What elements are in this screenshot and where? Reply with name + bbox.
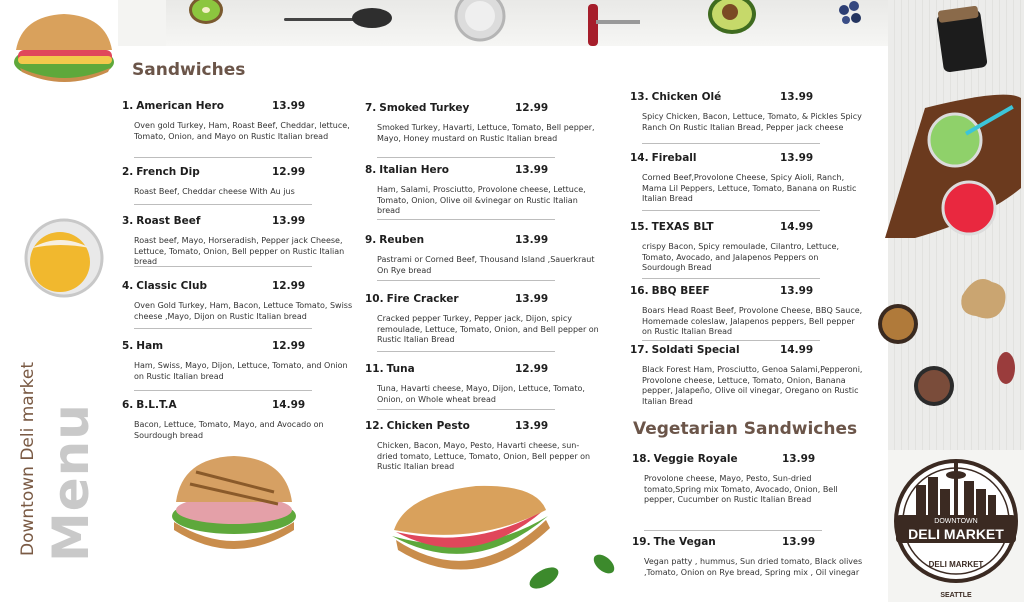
menu-item-description: Spicy Chicken, Bacon, Lettuce, Tomato, & Pickles Spicy Ranch On Rustic Italian Bread, Pepper jack cheese: [642, 112, 862, 132]
menu-item-description: Roast beef, Mayo, Horseradish, Pepper jack Cheese, Lettuce, Tomato, Onion, Bell pepper on Rustic Italian bread: [134, 236, 345, 266]
menu-item-number: 8.: [365, 164, 377, 176]
menu-item: [630, 152, 862, 205]
menu-item-name: Fireball: [651, 152, 697, 164]
menu-item-description: Cracked pepper Turkey, Pepper jack, Dijon, spicy remoulade, Lettuce, Tomato, Onion, and Bell pepper on Rustic Italian Bread: [377, 314, 599, 344]
menu-item-heading: [630, 221, 862, 233]
menu-item: [122, 399, 354, 441]
round-sandwich-image: [166, 452, 302, 556]
spoon-image: [282, 4, 394, 30]
item-separator: [377, 409, 555, 410]
menu-item-number: 6.: [122, 399, 134, 411]
logo-main-text: DELI MARKET: [908, 526, 1004, 542]
menu-item: [122, 340, 354, 382]
menu-item-number: 18.: [632, 453, 651, 465]
menu-item-price: 12.99: [515, 102, 549, 114]
menu-item-name: B.L.T.A: [136, 399, 177, 411]
menu-item-description: Ham, Swiss, Mayo, Dijon, Lettuce, Tomato, and Onion on Rustic Italian bread: [134, 361, 348, 381]
menu-item-name: Veggie Royale: [653, 453, 738, 465]
menu-item-price: 13.99: [515, 164, 549, 176]
logo-ring-text: DELI MARKET: [928, 560, 984, 569]
menu-item-number: 7.: [365, 102, 377, 114]
menu-item-heading: [122, 166, 354, 178]
basil-leaves-image: [514, 548, 624, 598]
menu-item-heading: [122, 399, 354, 411]
corkscrew-image: [584, 0, 644, 48]
menu-item-number: 14.: [630, 152, 649, 164]
item-separator: [377, 351, 555, 352]
menu-item-name: French Dip: [136, 166, 200, 178]
vegetarian-section-title: Vegetarian Sandwiches: [633, 419, 858, 439]
menu-item-price: 12.99: [515, 363, 549, 375]
deli-market-logo: [890, 455, 1022, 600]
menu-item-name: BBQ BEEF: [651, 285, 710, 297]
ginger-image: [956, 266, 1012, 326]
menu-item-price: 13.99: [780, 285, 814, 297]
menu-item-price: 14.99: [272, 399, 306, 411]
spice-jar-image: [934, 6, 992, 76]
item-separator: [642, 340, 820, 341]
menu-item-heading: [365, 234, 597, 246]
menu-item-name: Chicken Olé: [651, 91, 722, 103]
menu-item-description: Bacon, Lettuce, Tomato, Mayo, and Avocado on Sourdough bread: [134, 420, 324, 440]
menu-item-heading: [365, 363, 597, 375]
menu-item-heading: [630, 344, 862, 356]
menu-item-name: Fire Cracker: [386, 293, 459, 305]
menu-item-number: 17.: [630, 344, 649, 356]
menu-item-name: Reuben: [379, 234, 425, 246]
menu-item-description: Smoked Turkey, Havarti, Lettuce, Tomato, Bell pepper, Mayo, Honey mustard on Rustic Italian bread: [377, 123, 595, 143]
menu-item-heading: [365, 102, 597, 114]
menu-item: [630, 91, 862, 133]
menu-item-price: 12.99: [272, 280, 306, 292]
menu-item-price: 12.99: [272, 166, 306, 178]
menu-item-description: Corned Beef,Provolone Cheese, Spicy Aioli, Ranch, Mama Lil Peppers, Lettuce, Tomato, Banana on Rustic Italian Bread: [642, 173, 857, 203]
menu-item-number: 12.: [365, 420, 384, 432]
menu-item-description: Roast Beef, Cheddar cheese With Au jus: [134, 187, 295, 196]
item-separator: [134, 266, 312, 267]
item-separator: [642, 278, 820, 279]
menu-item-heading: [365, 420, 597, 432]
menu-item-description: Oven Gold Turkey, Ham, Bacon, Lettuce Tomato, Swiss cheese ,Mayo, Dijon on Rustic Italian bread: [134, 301, 353, 321]
menu-item-name: The Vegan: [653, 536, 716, 548]
menu-item-heading: [122, 215, 354, 227]
menu-item-price: 13.99: [782, 453, 816, 465]
menu-item-price: 13.99: [515, 293, 549, 305]
menu-item-heading: [630, 152, 862, 164]
item-separator: [642, 143, 820, 144]
menu-item-description: Oven gold Turkey, Ham, Roast Beef, Cheddar, lettuce, Tomato, Onion, and Mayo on Rustic Italian bread: [134, 121, 350, 141]
menu-item-price: 14.99: [780, 344, 814, 356]
pepper-bowl-image: [912, 364, 958, 410]
item-separator: [377, 157, 555, 158]
menu-item-number: 1.: [122, 100, 134, 112]
menu-item-description: Pastrami or Corned Beef, Thousand Island ,Sauerkraut On Rye bread: [377, 255, 595, 275]
menu-item-description: Ham, Salami, Prosciutto, Provolone cheese, Lettuce, Tomato, Onion, Olive oil &vinegar on Rustic Italian bread: [377, 185, 586, 215]
vertical-subtitle: Downtown Deli market: [18, 361, 38, 556]
menu-vertical-title: Menu: [42, 403, 100, 562]
menu-item: [365, 293, 597, 346]
menu-item-number: 19.: [632, 536, 651, 548]
menu-item-heading: [632, 536, 864, 548]
juice-glass-image: [20, 214, 110, 306]
glass-image: [450, 0, 512, 46]
menu-item-number: 4.: [122, 280, 134, 292]
menu-item-name: Italian Hero: [379, 164, 450, 176]
menu-item-description: Boars Head Roast Beef, Provolone Cheese, BBQ Sauce, Homemade coleslaw, Jalapenos peppers, Bell pepper on Rustic Italian Bread: [642, 306, 863, 336]
cutting-board-drinks-image: [855, 88, 1023, 248]
menu-item-price: 12.99: [272, 340, 306, 352]
avocado-image: [704, 0, 758, 38]
menu-item-number: 10.: [365, 293, 384, 305]
menu-item-name: Soldati Special: [651, 344, 740, 356]
menu-item-description: Chicken, Bacon, Mayo, Pesto, Havarti cheese, sun-dried tomato, Lettuce, Tomato, Onion, Bell pepper on Rustic Italian bread: [377, 441, 591, 471]
menu-item-name: Ham: [136, 340, 164, 352]
item-separator: [377, 219, 555, 220]
sandwiches-section-title: Sandwiches: [132, 60, 246, 80]
menu-item-number: 5.: [122, 340, 134, 352]
top-photo-strip: [166, 0, 888, 46]
blueberries-image: [834, 0, 870, 30]
menu-item: [122, 280, 354, 322]
top-left-sandwich-image: [8, 10, 116, 90]
menu-item-price: 13.99: [515, 234, 549, 246]
item-separator: [134, 157, 312, 158]
menu-item-number: 3.: [122, 215, 134, 227]
menu-item-number: 11.: [365, 363, 384, 375]
menu-item-name: Tuna: [386, 363, 415, 375]
menu-item: [630, 221, 862, 274]
item-separator: [644, 530, 822, 531]
menu-item-number: 16.: [630, 285, 649, 297]
menu-item-description: Vegan patty , hummus, Sun dried tomato, Black olives ,Tomato, Onion on Rye bread, Spring mix , Oil vinegar: [644, 557, 863, 577]
menu-item-name: Chicken Pesto: [386, 420, 470, 432]
menu-item: [365, 164, 597, 217]
menu-item-heading: [630, 91, 862, 103]
menu-item-name: TEXAS BLT: [651, 221, 714, 233]
menu-item-heading: [365, 293, 597, 305]
menu-item: [630, 344, 862, 407]
menu-item-price: 13.99: [780, 152, 814, 164]
logo-city-text: SEATTLE: [940, 592, 972, 599]
menu-item: [365, 420, 597, 473]
menu-item: [632, 536, 864, 578]
menu-item-number: 9.: [365, 234, 377, 246]
menu-item: [630, 285, 862, 338]
menu-item-name: Roast Beef: [136, 215, 201, 227]
menu-item-description: Provolone cheese, Mayo, Pesto, Sun-dried tomato,Spring mix Tomato, Avocado, Onion, Bell pepper, Cucumber on Rustic Italian Bread: [644, 474, 838, 504]
item-separator: [134, 204, 312, 205]
menu-item-heading: [122, 280, 354, 292]
menu-item-heading: [365, 164, 597, 176]
menu-item-name: Classic Club: [136, 280, 207, 292]
item-separator: [134, 390, 312, 391]
menu-item-description: Black Forest Ham, Prosciutto, Genoa Salami,Pepperoni, Provolone cheese, Lettuce, Tomato, Onion, Banana pepper, Jalapeño, Olive oil vinegar, Oregano on Rustic Italian Bread: [642, 365, 863, 406]
menu-item: [632, 453, 864, 506]
menu-item: [365, 102, 597, 144]
menu-item-description: crispy Bacon, Spicy remoulade, Cilantro, Lettuce, Tomato, Avocado, and Jalapenos Peppers on Sourdough Bread: [642, 242, 840, 272]
menu-item-price: 14.99: [780, 221, 814, 233]
menu-item-heading: [630, 285, 862, 297]
menu-item-number: 15.: [630, 221, 649, 233]
menu-item-heading: [122, 100, 354, 112]
menu-item-description: Tuna, Havarti cheese, Mayo, Dijon, Lettuce, Tomato, Onion, on Whole wheat bread: [377, 384, 585, 404]
menu-item-heading: [122, 340, 354, 352]
menu-item-price: 13.99: [272, 215, 306, 227]
menu-item-price: 13.99: [780, 91, 814, 103]
spice-bowl-image: [876, 302, 922, 348]
menu-item: [122, 100, 354, 142]
menu-item: [122, 166, 354, 198]
kiwi-image: [186, 0, 226, 26]
menu-item-heading: [632, 453, 864, 465]
menu-item-price: 13.99: [272, 100, 306, 112]
menu-item-price: 13.99: [515, 420, 549, 432]
menu-item-number: 2.: [122, 166, 134, 178]
menu-item: [365, 363, 597, 405]
menu-item: [365, 234, 597, 276]
item-separator: [642, 210, 820, 211]
item-separator: [377, 280, 555, 281]
logo-top-text: DOWNTOWN: [934, 518, 978, 525]
item-separator: [134, 328, 312, 329]
menu-item-name: Smoked Turkey: [379, 102, 470, 114]
menu-item-name: American Hero: [136, 100, 225, 112]
menu-item-price: 13.99: [782, 536, 816, 548]
menu-item-number: 13.: [630, 91, 649, 103]
radish-image: [990, 338, 1020, 398]
menu-item: [122, 215, 354, 268]
